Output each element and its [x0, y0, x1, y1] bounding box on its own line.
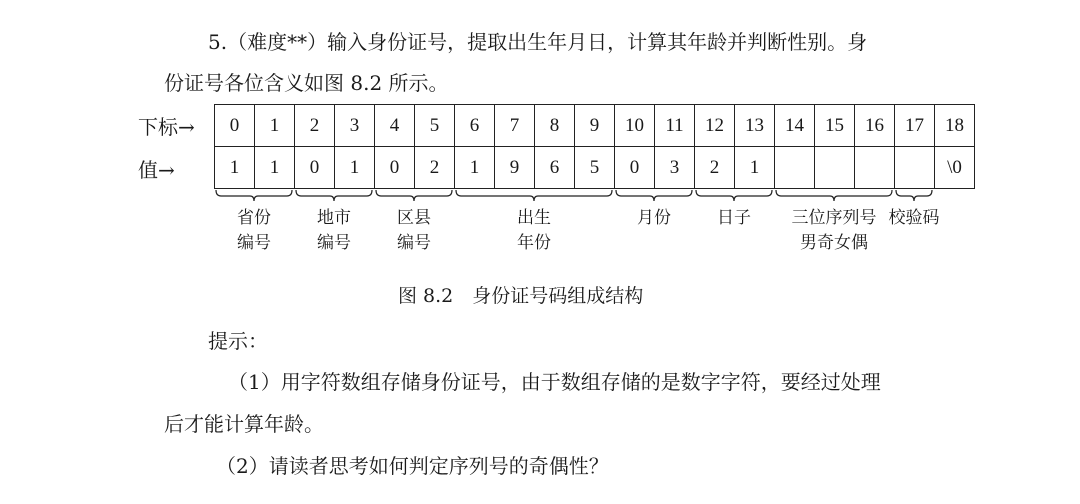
value-cell: 1 [335, 147, 375, 189]
value-cell: 6 [535, 147, 575, 189]
index-cell: 11 [655, 105, 695, 147]
index-cell: 9 [575, 105, 615, 147]
index-cell: 13 [735, 105, 775, 147]
group-label [354, 206, 474, 256]
value-cell: 1 [215, 147, 255, 189]
problem-text-line-1: 5.（难度**）输入身份证号，提取出生年月日，计算其年龄并判断性别。身 [208, 30, 868, 54]
hint-1-line-2: 后才能计算年龄。 [164, 412, 324, 436]
value-cell: 1 [455, 147, 495, 189]
index-cell: 0 [215, 105, 255, 147]
figure-caption: 图 8.2 身份证号码组成结构 [398, 285, 644, 307]
value-row-label: 值→ [138, 158, 175, 182]
hint-1-line-1: （1）用字符数组存储身份证号，由于数组存储的是数字字符，要经过处理 [228, 370, 881, 394]
group-label-line-1: 出生 [517, 208, 551, 228]
group-label-line-2: 年份 [517, 233, 551, 253]
index-cell: 7 [495, 105, 535, 147]
group-bracket [376, 190, 452, 201]
value-cell: 0 [615, 147, 655, 189]
group-bracket [896, 190, 932, 201]
group-bracket [696, 190, 772, 201]
value-cell: 1 [735, 147, 775, 189]
group-bracket [456, 190, 612, 201]
index-cell: 2 [295, 105, 335, 147]
value-cell: 0 [295, 147, 335, 189]
value-cell: 1 [255, 147, 295, 189]
index-cell: 17 [895, 105, 935, 147]
hint-2: （2）请读者思考如何判定序列号的奇偶性？ [216, 454, 609, 478]
index-cell: 10 [615, 105, 655, 147]
group-label-line-1: 月份 [637, 208, 671, 228]
index-cell: 3 [335, 105, 375, 147]
group-label-line-2: 编号 [397, 233, 431, 253]
group-label-line-1: 区县 [397, 208, 431, 228]
value-cell: 5 [575, 147, 615, 189]
index-cell: 5 [415, 105, 455, 147]
index-cell: 1 [255, 105, 295, 147]
index-cell: 8 [535, 105, 575, 147]
index-cell: 12 [695, 105, 735, 147]
group-label-line-2: 男奇女偶 [800, 233, 868, 253]
index-row-label: 下标→ [138, 115, 195, 139]
value-cell: \0 [935, 147, 975, 189]
group-bracket [296, 190, 372, 201]
group-bracket [776, 190, 892, 201]
group-bracket [616, 190, 692, 201]
index-cell: 6 [455, 105, 495, 147]
group-label-line-1: 地市 [317, 208, 351, 228]
value-cell: 2 [415, 147, 455, 189]
group-label-line-1: 三位序列号 [791, 208, 877, 228]
value-cell: 0 [375, 147, 415, 189]
value-cell: 2 [695, 147, 735, 189]
index-cell: 16 [855, 105, 895, 147]
group-label-line-2: 编号 [317, 233, 351, 253]
problem-text-line-2: 份证号各位含义如图 8.2 所示。 [164, 71, 449, 95]
group-label [854, 206, 974, 231]
group-label-line-1: 校验码 [888, 208, 940, 228]
group-label-line-1: 日子 [717, 208, 751, 228]
group-bracket [216, 190, 292, 201]
group-label [474, 206, 594, 256]
index-cell: 15 [815, 105, 855, 147]
index-cell: 18 [935, 105, 975, 147]
index-cell: 4 [375, 105, 415, 147]
group-label-line-1: 省份 [237, 208, 271, 228]
group-label-line-2: 编号 [237, 233, 271, 253]
value-cell: 9 [495, 147, 535, 189]
index-cell: 14 [775, 105, 815, 147]
value-cell: 3 [655, 147, 695, 189]
hint-title: 提示： [208, 329, 268, 353]
